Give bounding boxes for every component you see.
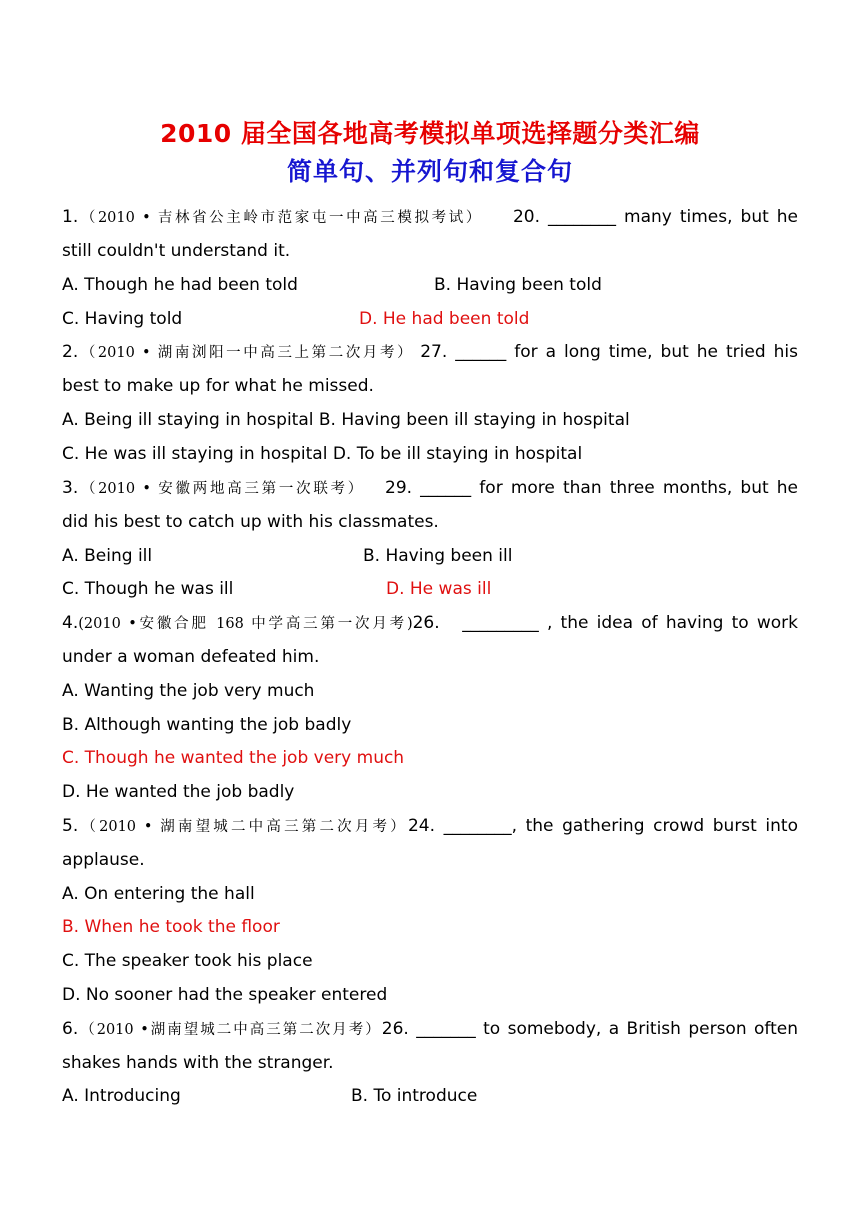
question-source: （2010 • 安徽两地高三第一次联考）	[78, 481, 366, 497]
document-title: 2010 届全国各地高考模拟单项选择题分类汇编	[160, 119, 700, 148]
question-source: （2010 • 吉林省公主岭市范家屯一中高三模拟考试）	[78, 210, 483, 226]
option-c: C. The speaker took his place	[62, 951, 313, 971]
question-6-header	[62, 1018, 798, 1041]
question-stem-continued: did his best to catch up with his classmates.	[62, 512, 439, 532]
option-b: B. Although wanting the job badly	[62, 715, 352, 735]
question-stem: 26. _________ , the idea of having to work	[412, 613, 798, 633]
option-b: B. To introduce	[351, 1086, 478, 1106]
document-subtitle: 简单句、并列句和复合句	[286, 157, 573, 186]
question-stem-continued: best to make up for what he missed.	[62, 376, 374, 396]
question-source: （2010 • 湖南浏阳一中高三上第二次月考）	[78, 345, 415, 361]
question-2-header	[62, 341, 798, 364]
option-d-answer: D. He was ill	[386, 579, 492, 599]
question-4-header	[62, 612, 798, 635]
option-a: A. Though he had been told	[62, 275, 298, 295]
question-1-header	[62, 206, 798, 229]
question-number: 1.	[62, 207, 79, 227]
option-b: B. Having been told	[434, 275, 602, 295]
option-a: A. Wanting the job very much	[62, 681, 315, 701]
option-a: A. On entering the hall	[62, 884, 255, 904]
option-a: A. Introducing	[62, 1086, 181, 1106]
option-d: D. No sooner had the speaker entered	[62, 985, 388, 1005]
question-stem: 20. ________ many times, but he	[512, 207, 799, 227]
question-stem-continued: still couldn't understand it.	[62, 241, 291, 261]
option-c-answer: C. Though he wanted the job very much	[62, 748, 405, 768]
question-number: 4.	[62, 613, 79, 633]
options-cd: C. He was ill staying in hospital D. To be ill staying in hospital	[62, 444, 583, 464]
question-number: 2.	[62, 342, 79, 362]
option-c: C. Having told	[62, 309, 183, 329]
question-stem-continued: shakes hands with the stranger.	[62, 1053, 334, 1073]
option-d-answer: D. He had been told	[359, 309, 530, 329]
question-number: 5.	[62, 816, 79, 836]
question-stem: 26. _______ to somebody, a British person often	[381, 1019, 798, 1039]
question-3-header	[62, 477, 798, 500]
question-number: 6.	[62, 1019, 79, 1039]
question-stem-continued: under a woman defeated him.	[62, 647, 320, 667]
question-source: (2010 •安徽合肥 168 中学高三第一次月考)	[78, 616, 413, 632]
question-source: （2010 •湖南望城二中高三第二次月考）	[78, 1022, 382, 1038]
question-stem: 24. ________, the gathering crowd burst into	[407, 816, 798, 836]
question-stem: 29. ______ for more than three months, but he	[385, 478, 799, 498]
option-b-answer: B. When he took the floor	[62, 917, 280, 937]
option-b: B. Having been ill	[363, 546, 513, 566]
option-d: D. He wanted the job badly	[62, 782, 295, 802]
question-number: 3.	[62, 478, 79, 498]
options-ab: A. Being ill staying in hospital B. Having been ill staying in hospital	[62, 410, 630, 430]
question-5-header	[62, 815, 798, 838]
question-stem: 27. ______ for a long time, but he tried his	[420, 342, 798, 362]
question-stem-continued: applause.	[62, 850, 145, 870]
question-source: （2010 • 湖南望城二中高三第二次月考）	[78, 819, 408, 835]
option-c: C. Though he was ill	[62, 579, 234, 599]
option-a: A. Being ill	[62, 546, 153, 566]
